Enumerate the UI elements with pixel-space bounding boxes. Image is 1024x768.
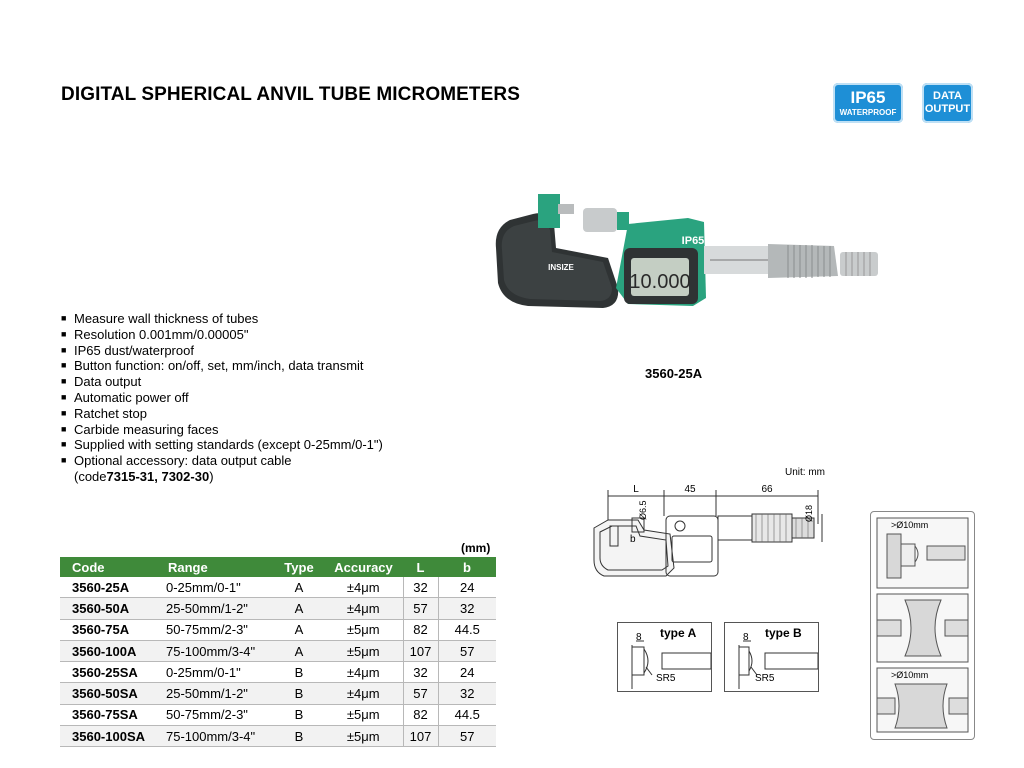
feature-item: ■ Supplied with setting standards (except 0-25mm/0-1") — [61, 437, 383, 453]
feature-item: ■ Carbide measuring faces — [61, 421, 219, 437]
cell-l: 32 — [403, 577, 438, 598]
device-ip65-label: IP65 — [681, 235, 705, 247]
feature-item: ■ Optional accessory: data output cable — [61, 453, 292, 469]
cell-b: 57 — [438, 640, 496, 661]
data-badge-line1: DATA — [933, 90, 962, 102]
accessory-codes: 7315-31, 7302-30 — [106, 468, 210, 484]
cell-type: B — [274, 683, 324, 704]
feature-item: ■ Automatic power off — [61, 389, 189, 405]
cell-l: 57 — [403, 598, 438, 619]
spec-table — [60, 557, 496, 747]
dim-b-label: b — [630, 534, 636, 545]
cell-range: 0-25mm/0-1" — [156, 577, 274, 598]
header-l: L — [403, 557, 438, 577]
cell-accuracy: ±5μm — [324, 726, 403, 747]
display-readout: 10.000 — [629, 271, 691, 293]
header-type: Type — [274, 557, 324, 577]
type-a-radius-label: SR5 — [656, 673, 676, 684]
table-row — [60, 726, 496, 747]
table-header-row — [60, 557, 496, 577]
cell-b: 44.5 — [438, 704, 496, 725]
cell-accuracy: ±4μm — [324, 662, 403, 683]
cell-range: 25-50mm/1-2" — [156, 683, 274, 704]
feature-item: ■ IP65 dust/waterproof — [61, 342, 194, 358]
cell-l: 82 — [403, 704, 438, 725]
application-top-label: >Ø10mm — [891, 520, 929, 530]
feature-item: ■ Resolution 0.001mm/0.00005" — [61, 326, 249, 342]
cell-type: B — [274, 726, 324, 747]
table-row — [60, 619, 496, 640]
cell-l: 82 — [403, 619, 438, 640]
bullet-icon: ■ — [61, 423, 67, 434]
type-a-width-label: 8 — [636, 632, 642, 643]
data-output-badge — [922, 83, 973, 123]
cell-range: 0-25mm/0-1" — [156, 662, 274, 683]
table-row — [60, 640, 496, 661]
bullet-icon: ■ — [61, 455, 67, 466]
cell-code: 3560-50A — [60, 598, 156, 619]
cell-range: 50-75mm/2-3" — [156, 704, 274, 725]
cell-type: A — [274, 577, 324, 598]
cell-code: 3560-50SA — [60, 683, 156, 704]
dim-d18-label: Ø18 — [804, 504, 814, 522]
application-bottom-label: >Ø10mm — [891, 670, 929, 680]
cell-l: 107 — [403, 640, 438, 661]
bullet-icon: ■ — [61, 344, 67, 355]
feature-item: ■ Button function: on/off, set, mm/inch, data transmit — [61, 358, 364, 374]
cell-accuracy: ±5μm — [324, 640, 403, 661]
table-row — [60, 704, 496, 725]
header-accuracy: Accuracy — [324, 557, 403, 577]
dim-45-label: 45 — [684, 484, 696, 495]
feature-item: ■ Measure wall thickness of tubes — [61, 311, 259, 326]
bullet-icon: ■ — [61, 360, 67, 371]
table-row — [60, 577, 496, 598]
cell-code: 3560-25SA — [60, 662, 156, 683]
cell-range: 50-75mm/2-3" — [156, 619, 274, 640]
type-a-title: type A — [660, 626, 697, 640]
cell-code: 3560-100SA — [60, 726, 156, 747]
cell-b: 24 — [438, 662, 496, 683]
cell-type: B — [274, 662, 324, 683]
product-model-caption: 3560-25A — [645, 366, 703, 381]
cell-type: A — [274, 598, 324, 619]
bullet-icon: ■ — [61, 376, 67, 387]
dim-d65-label: Ø6.5 — [638, 500, 648, 520]
bullet-icon: ■ — [61, 328, 67, 339]
ip65-badge-main: IP65 — [850, 88, 886, 107]
cell-type: A — [274, 619, 324, 640]
ip65-waterproof-badge — [833, 83, 903, 123]
header-range: Range — [156, 557, 274, 577]
bullet-icon: ■ — [61, 391, 67, 402]
cell-code: 3560-75A — [60, 619, 156, 640]
type-b-diagram — [724, 622, 819, 692]
cell-l: 107 — [403, 726, 438, 747]
cell-accuracy: ±5μm — [324, 704, 403, 725]
type-b-radius-label: SR5 — [755, 673, 775, 684]
header-code: Code — [60, 557, 156, 577]
type-b-title: type B — [765, 626, 802, 640]
feature-list — [61, 311, 383, 485]
dim-66-label: 66 — [761, 484, 773, 495]
table-unit-label: (mm) — [461, 541, 491, 555]
ip65-badge-sub: WATERPROOF — [839, 108, 897, 117]
cell-range: 25-50mm/1-2" — [156, 598, 274, 619]
bullet-icon: ■ — [61, 439, 67, 450]
page-title: DIGITAL SPHERICAL ANVIL TUBE MICROMETERS — [61, 84, 520, 105]
application-diagram — [870, 511, 975, 740]
table-row — [60, 683, 496, 704]
cell-range: 75-100mm/3-4" — [156, 640, 274, 661]
brand-logo: INSIZE — [548, 263, 574, 272]
data-badge-line2: OUTPUT — [924, 103, 971, 115]
cell-range: 75-100mm/3-4" — [156, 726, 274, 747]
unit-label: Unit: mm — [785, 467, 825, 478]
type-b-width-label: 8 — [743, 632, 749, 643]
cell-b: 32 — [438, 683, 496, 704]
cell-accuracy: ±5μm — [324, 619, 403, 640]
dim-l-label: L — [633, 484, 639, 495]
cell-accuracy: ±4μm — [324, 683, 403, 704]
table-row — [60, 598, 496, 619]
cell-b: 32 — [438, 598, 496, 619]
cell-type: A — [274, 640, 324, 661]
cell-code: 3560-25A — [60, 577, 156, 598]
cell-b: 44.5 — [438, 619, 496, 640]
bullet-icon: ■ — [61, 407, 67, 418]
dimension-drawing — [586, 480, 832, 590]
feature-item: ■ Ratchet stop — [61, 405, 147, 421]
feature-item-continuation: (code 7315-31, 7302-30 ) — [74, 468, 214, 484]
cell-b: 57 — [438, 726, 496, 747]
feature-item: ■ Data output — [61, 374, 142, 390]
table-row — [60, 662, 496, 683]
micrometer-product-image — [488, 188, 888, 363]
header-b: b — [438, 557, 496, 577]
type-a-diagram — [617, 622, 712, 692]
cell-code: 3560-100A — [60, 640, 156, 661]
cell-code: 3560-75SA — [60, 704, 156, 725]
cell-l: 57 — [403, 683, 438, 704]
bullet-icon: ■ — [61, 313, 67, 323]
cell-accuracy: ±4μm — [324, 577, 403, 598]
cell-type: B — [274, 704, 324, 725]
cell-b: 24 — [438, 577, 496, 598]
cell-l: 32 — [403, 662, 438, 683]
cell-accuracy: ±4μm — [324, 598, 403, 619]
